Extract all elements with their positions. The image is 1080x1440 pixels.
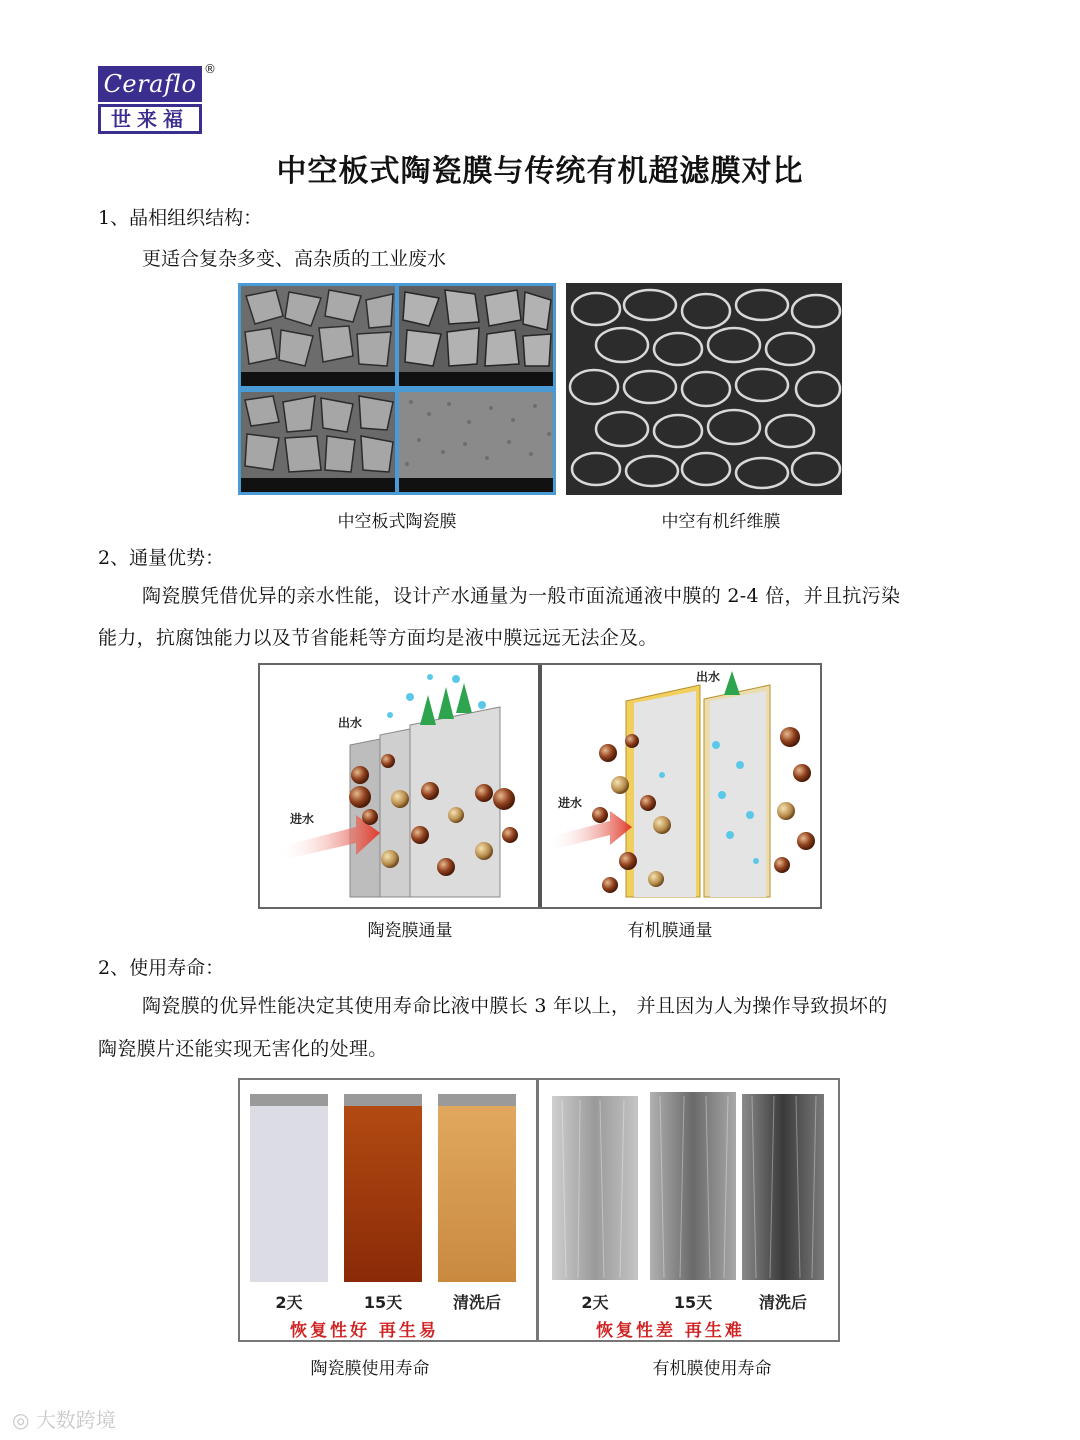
- organic-fiber-image: [566, 283, 842, 495]
- registered-mark: ®: [204, 62, 216, 76]
- ceramic-sem-image: [238, 283, 556, 495]
- sem-tile-3: [241, 392, 395, 492]
- caption-organic-membrane: 中空有机纤维膜: [661, 512, 781, 532]
- section2-heading: 2、通量优势：: [98, 547, 225, 569]
- flux-comparison-diagram: [258, 663, 822, 909]
- ceramic-strip-label-1: 2天: [275, 1293, 303, 1312]
- watermark-text: 大数跨境: [35, 1408, 116, 1432]
- page-title: 中空板式陶瓷膜与传统有机超滤膜对比: [276, 154, 804, 189]
- organic-strip-label-3: 清洗后: [758, 1293, 807, 1312]
- organic-strip-label-2: 15天: [673, 1293, 713, 1312]
- caption-ceramic-life: 陶瓷膜使用寿命: [310, 1359, 430, 1379]
- fig-left-in-label: 进水: [290, 812, 315, 826]
- section3-line2: 陶瓷膜片还能实现无害化的处理。: [98, 1038, 388, 1060]
- caption-organic-flux: 有机膜通量: [627, 921, 713, 941]
- caption-ceramic-membrane: 中空板式陶瓷膜: [337, 512, 457, 532]
- fig-right-out-label: 出水: [696, 670, 721, 684]
- section2-line2: 能力，抗腐蚀能力以及节省能耗等方面均是液中膜远远无法企及。: [98, 627, 658, 649]
- watermark: [12, 1404, 116, 1433]
- logo-chinese: 世来福: [98, 104, 202, 134]
- brand-logo: [98, 62, 216, 134]
- sem-tile-4: [399, 392, 553, 492]
- watermark-icon: ◎: [12, 1408, 30, 1432]
- ceramic-strip-label-2: 15天: [363, 1293, 403, 1312]
- sem-tile-1: [241, 286, 395, 386]
- ceramic-recovery-note: 恢复性好 再生易: [290, 1321, 439, 1341]
- section3-heading: 2、使用寿命：: [98, 957, 225, 979]
- organic-strip-label-1: 2天: [581, 1293, 609, 1312]
- caption-organic-life: 有机膜使用寿命: [652, 1359, 772, 1379]
- section1-heading: 1、晶相组织结构：: [98, 207, 263, 229]
- service-life-comparison: [238, 1078, 840, 1342]
- fig-left-out-label: 出水: [338, 716, 363, 730]
- flux-divider: [538, 665, 542, 907]
- logo-wordmark: Ceraflo: [98, 66, 202, 102]
- life-divider: [536, 1080, 539, 1340]
- section3-line1: 陶瓷膜的优异性能决定其使用寿命比液中膜长 3 年以上， 并且因为人为操作导致损坏的: [142, 995, 888, 1017]
- fig-right-in-label: 进水: [558, 796, 583, 810]
- section1-text: 更适合复杂多变、高杂质的工业废水: [142, 248, 447, 270]
- organic-recovery-note: 恢复性差 再生难: [596, 1321, 745, 1341]
- ceramic-strip-label-3: 清洗后: [452, 1293, 501, 1312]
- section2-line1: 陶瓷膜凭借优异的亲水性能，设计产水通量为一般市面流通液中膜的 2-4 倍，并且抗污染: [142, 585, 901, 607]
- sem-tile-2: [399, 286, 553, 386]
- caption-ceramic-flux: 陶瓷膜通量: [367, 921, 453, 941]
